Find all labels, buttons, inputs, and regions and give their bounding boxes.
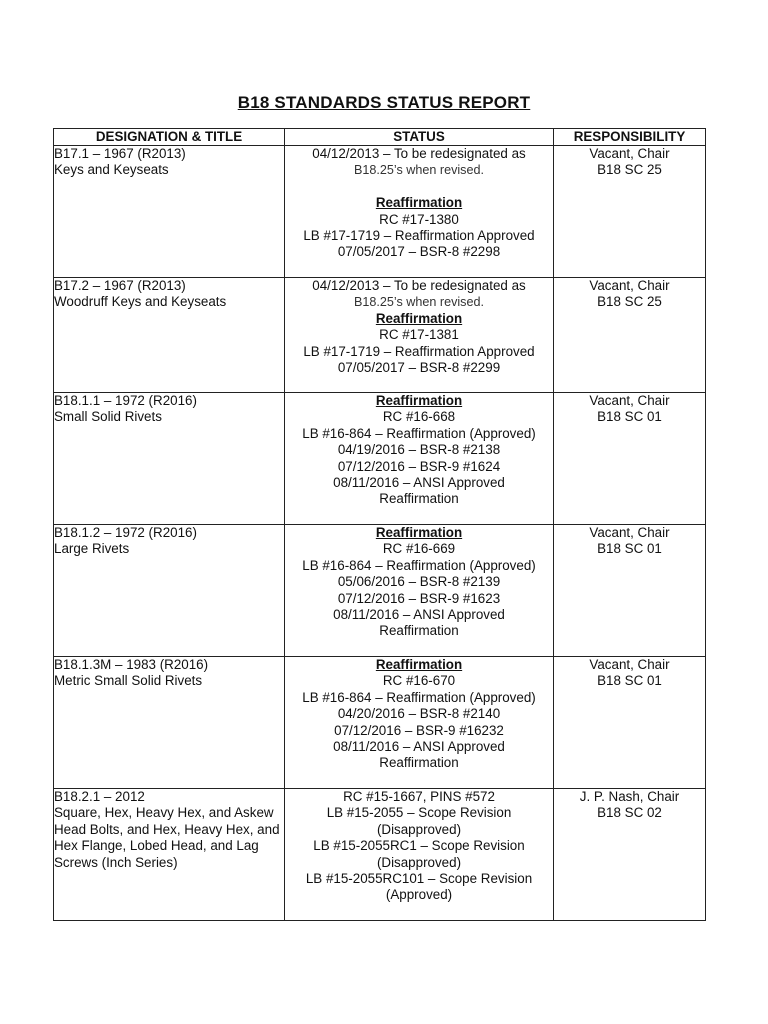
table-row [54,789,706,921]
status-line: B18.25’s when revised. [354,295,484,310]
status-line: 08/11/2016 – ANSI Approved [333,607,505,623]
status-line: 04/19/2016 – BSR-8 #2138 [337,442,501,458]
responsibility-chair: Vacant, Chair [589,525,670,540]
status-line: RC #15-1667, PINS #572 [343,789,495,804]
status-line: LB #15-2055RC1 – Scope Revision [313,838,525,854]
table-row [54,278,706,393]
responsibility-chair: J. P. Nash, Chair [579,789,680,804]
designation-cell [54,525,285,657]
designation-title: Large Rivets [54,541,130,557]
status-heading: Reaffirmation [375,195,463,211]
status-line: RC #16-668 [382,409,456,425]
status-line: B18.25’s when revised. [354,163,484,178]
status-line: 04/12/2013 – To be redesignated as [312,278,526,293]
designation-code: B17.1 – 1967 (R2013) [54,146,186,161]
status-line: RC #17-1380 [379,211,459,227]
status-line: 04/20/2016 – BSR-8 #2140 [337,706,501,722]
status-table [53,128,706,921]
designation-cell [54,657,285,789]
status-line: LB #17-1719 – Reaffirmation Approved [303,343,535,359]
designation-code: B18.1.2 – 1972 (R2016) [54,525,197,540]
status-line: LB #15-2055RC101 – Scope Revision [305,871,533,887]
responsibility-chair: Vacant, Chair [589,393,670,408]
designation-title: Metric Small Solid Rivets [54,673,203,689]
responsibility-cell [554,146,706,278]
status-line: RC #16-670 [382,673,456,689]
designation-title: Small Solid Rivets [54,409,162,425]
table-row [54,657,706,789]
status-line: Reaffirmation [379,491,459,507]
status-line: (Disapproved) [376,821,462,837]
responsibility-cell [554,525,706,657]
designation-cell [54,789,285,921]
responsibility-cell [554,278,706,393]
status-heading: Reaffirmation [375,525,463,540]
responsibility-committee: B18 SC 25 [597,294,662,310]
status-cell [285,393,554,525]
status-heading: Reaffirmation [375,393,463,408]
responsibility-committee: B18 SC 01 [597,541,662,557]
header-status: STATUS [285,129,554,146]
responsibility-cell [554,657,706,789]
responsibility-committee: B18 SC 25 [597,162,662,178]
responsibility-chair: Vacant, Chair [589,657,670,672]
status-line: 07/12/2016 – BSR-9 #1624 [337,458,501,474]
status-line: LB #17-1719 – Reaffirmation Approved [303,228,535,244]
status-cell [285,525,554,657]
status-line: 07/05/2017 – BSR-8 #2298 [337,244,501,260]
designation-cell [54,146,285,278]
status-line: RC #17-1381 [379,327,459,343]
status-line: LB #16-864 – Reaffirmation (Approved) [302,689,536,705]
table-header-row [54,129,706,146]
status-line: (Approved) [385,887,453,903]
status-line: Reaffirmation [379,623,459,639]
status-line: 07/05/2017 – BSR-8 #2299 [337,360,501,376]
status-line: LB #16-864 – Reaffirmation (Approved) [302,425,536,441]
responsibility-committee: B18 SC 01 [597,673,662,689]
status-line: LB #16-864 – Reaffirmation (Approved) [302,557,536,573]
designation-title: Keys and Keyseats [54,162,169,178]
table-row [54,393,706,525]
responsibility-cell [554,789,706,921]
status-line: 08/11/2016 – ANSI Approved [333,739,505,755]
status-line: 07/12/2016 – BSR-9 #16232 [334,722,504,738]
designation-cell [54,393,285,525]
responsibility-chair: Vacant, Chair [589,278,670,293]
responsibility-committee: B18 SC 02 [597,805,662,821]
table-row [54,146,706,278]
status-heading: Reaffirmation [375,310,463,326]
designation-cell [54,278,285,393]
designation-code: B18.2.1 – 2012 [54,789,145,804]
report-title: B18 STANDARDS STATUS REPORT [237,93,531,112]
designation-code: B18.1.1 – 1972 (R2016) [54,393,197,408]
responsibility-committee: B18 SC 01 [597,409,662,425]
status-cell [285,657,554,789]
status-line: 05/06/2016 – BSR-8 #2139 [337,574,501,590]
status-line: 08/11/2016 – ANSI Approved [333,475,505,491]
status-heading: Reaffirmation [375,657,463,672]
status-line: (Disapproved) [376,854,462,870]
designation-title: Square, Hex, Heavy Hex, and Askew Head Bolts, and Hex, Heavy Hex, and Hex Flange, Lobed Head, and Lag Screws (Inch Series) [54,805,280,870]
status-line: 07/12/2016 – BSR-9 #1623 [337,590,501,606]
table-row [54,525,706,657]
status-line: RC #16-669 [382,541,456,557]
responsibility-cell [554,393,706,525]
designation-code: B17.2 – 1967 (R2013) [54,278,186,293]
status-line: 04/12/2013 – To be redesignated as [312,146,526,161]
designation-title: Woodruff Keys and Keyseats [54,294,227,310]
header-designation: DESIGNATION & TITLE [54,129,285,146]
status-cell [285,278,554,393]
responsibility-chair: Vacant, Chair [589,146,670,161]
status-cell [285,789,554,921]
header-responsibility: RESPONSIBILITY [554,129,706,146]
status-line: Reaffirmation [379,755,459,771]
status-cell [285,146,554,278]
designation-code: B18.1.3M – 1983 (R2016) [54,657,209,672]
status-line: LB #15-2055 – Scope Revision [326,805,512,821]
